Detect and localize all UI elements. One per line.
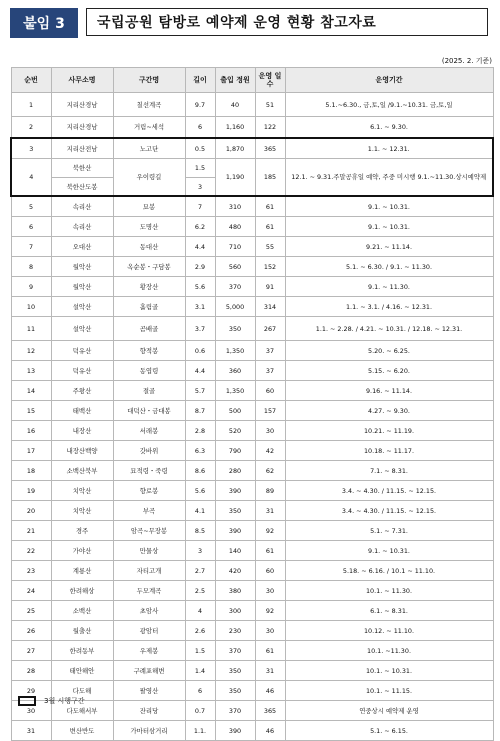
- cell-period: 9.1. ~ 10.31.: [285, 217, 493, 237]
- cell-capacity: 40: [215, 93, 255, 117]
- cell-length: 2.5: [185, 581, 215, 601]
- cell-length: 2.8: [185, 421, 215, 441]
- cell-length: 6.2: [185, 217, 215, 237]
- cell-capacity: 390: [215, 521, 255, 541]
- cell-section: 만물상: [113, 541, 185, 561]
- cell-office: 내장산: [51, 421, 113, 441]
- cell-days: 91: [255, 277, 285, 297]
- cell-office: 한려동부: [51, 641, 113, 661]
- cell-period: 1.1. ~ 12.31.: [285, 138, 493, 159]
- cell-days: 365: [255, 138, 285, 159]
- cell-period: 1.1. ~ 3.1. / 4.16. ~ 12.31.: [285, 297, 493, 317]
- trail-reservation-table: [10, 67, 494, 741]
- cell-section: 두모계곡: [113, 581, 185, 601]
- cell-capacity: 1,350: [215, 341, 255, 361]
- cell-capacity: 350: [215, 317, 255, 341]
- cell-capacity: 1,350: [215, 381, 255, 401]
- cell-capacity: 370: [215, 701, 255, 721]
- cell-section: 팔영산: [113, 681, 185, 701]
- table-row: [11, 317, 493, 341]
- cell-office: 설악산: [51, 317, 113, 341]
- cell-section: 동대산: [113, 237, 185, 257]
- cell-section: 서래봉: [113, 421, 185, 441]
- cell-capacity: 500: [215, 401, 255, 421]
- cell-days: 185: [255, 159, 285, 197]
- cell-length: 9.7: [185, 93, 215, 117]
- cell-office: 속리산: [51, 196, 113, 217]
- cell-capacity: 520: [215, 421, 255, 441]
- cell-section: 옥순봉・구담봉: [113, 257, 185, 277]
- cell-capacity: 1,190: [215, 159, 255, 197]
- cell-period: 5.1. ~ 6.30. / 9.1. ~ 11.30.: [285, 257, 493, 277]
- cell-office: 다도해서부: [51, 701, 113, 721]
- cell-no: 14: [11, 381, 51, 401]
- table-row: [11, 277, 493, 297]
- cell-office: 월악산: [51, 257, 113, 277]
- cell-length: 1.1.: [185, 721, 215, 741]
- cell-capacity: 380: [215, 581, 255, 601]
- cell-section: 대덕산・금대봉: [113, 401, 185, 421]
- cell-length: 2.6: [185, 621, 215, 641]
- cell-no: 24: [11, 581, 51, 601]
- table-row-highlighted: [11, 138, 493, 159]
- cell-period: 4.27. ~ 9.30.: [285, 401, 493, 421]
- table-row: [11, 641, 493, 661]
- cell-period: 6.1. ~ 8.31.: [285, 601, 493, 621]
- cell-period: 5.1. ~ 7.31.: [285, 521, 493, 541]
- legend: [18, 696, 85, 706]
- cell-no: 26: [11, 621, 51, 641]
- cell-period: 5.20. ~ 6.25.: [285, 341, 493, 361]
- cell-days: 314: [255, 297, 285, 317]
- table-row: [11, 257, 493, 277]
- cell-period: 1.1. ~ 2.28. / 4.21. ~ 10.31. / 12.18. ~ 12.31.: [285, 317, 493, 341]
- table-row: [11, 93, 493, 117]
- cell-days: 30: [255, 421, 285, 441]
- cell-days: 46: [255, 681, 285, 701]
- cell-length: 2.9: [185, 257, 215, 277]
- cell-no: 21: [11, 521, 51, 541]
- table-row: [11, 421, 493, 441]
- cell-days: 62: [255, 461, 285, 481]
- cell-capacity: 280: [215, 461, 255, 481]
- cell-length: 3.7: [185, 317, 215, 341]
- cell-section: 황장산: [113, 277, 185, 297]
- cell-office: 북한산도봉: [51, 178, 113, 197]
- cell-length: 4: [185, 601, 215, 621]
- cell-no: 2: [11, 117, 51, 139]
- cell-period: 10.21. ~ 11.19.: [285, 421, 493, 441]
- cell-office: 치악산: [51, 501, 113, 521]
- cell-section: 흘림골: [113, 297, 185, 317]
- cell-no: 29: [11, 681, 51, 701]
- cell-section: 곰배골: [113, 317, 185, 341]
- cell-length: 3: [185, 178, 215, 197]
- cell-period: 9.21. ~ 11.14.: [285, 237, 493, 257]
- header-section: 구간명: [113, 68, 185, 93]
- cell-length: 3: [185, 541, 215, 561]
- cell-office: 가야산: [51, 541, 113, 561]
- header-no: 순번: [11, 68, 51, 93]
- cell-section: 칠선계곡: [113, 93, 185, 117]
- cell-length: 0.6: [185, 341, 215, 361]
- cell-no: 6: [11, 217, 51, 237]
- cell-length: 7: [185, 196, 215, 217]
- cell-period: 5.15. ~ 6.20.: [285, 361, 493, 381]
- cell-length: 4.4: [185, 361, 215, 381]
- cell-capacity: 1,160: [215, 117, 255, 139]
- cell-length: 3.1: [185, 297, 215, 317]
- document-header: [10, 8, 490, 38]
- cell-capacity: 350: [215, 501, 255, 521]
- cell-section: 부곡: [113, 501, 185, 521]
- cell-no: 17: [11, 441, 51, 461]
- cell-capacity: 420: [215, 561, 255, 581]
- cell-section: 절골: [113, 381, 185, 401]
- cell-days: 51: [255, 93, 285, 117]
- cell-days: 89: [255, 481, 285, 501]
- cell-office: 경주: [51, 521, 113, 541]
- cell-no: 25: [11, 601, 51, 621]
- cell-days: 267: [255, 317, 285, 341]
- cell-section: 갓바위: [113, 441, 185, 461]
- cell-no: 28: [11, 661, 51, 681]
- header-capacity: 출입 정원: [215, 68, 255, 93]
- cell-period: 10.1. ~ 10.31.: [285, 661, 493, 681]
- cell-capacity: 710: [215, 237, 255, 257]
- table-row: [11, 461, 493, 481]
- cell-section: 암곡~무장봉: [113, 521, 185, 541]
- cell-length: 1.5: [185, 641, 215, 661]
- table-row: [11, 581, 493, 601]
- cell-length: 1.5: [185, 159, 215, 178]
- cell-section: 구례포해변: [113, 661, 185, 681]
- cell-capacity: 1,870: [215, 138, 255, 159]
- legend-box-icon: [18, 696, 36, 706]
- cell-capacity: 5,000: [215, 297, 255, 317]
- cell-no: 19: [11, 481, 51, 501]
- header-office: 사무소명: [51, 68, 113, 93]
- cell-days: 30: [255, 581, 285, 601]
- cell-no: 7: [11, 237, 51, 257]
- cell-period: 10.18. ~ 11.17.: [285, 441, 493, 461]
- table-row: [11, 401, 493, 421]
- cell-period: 5.1.~6.30., 금,토,일 /9.1.~10.31. 금,토,일: [285, 93, 493, 117]
- table-row: [11, 561, 493, 581]
- cell-no: 20: [11, 501, 51, 521]
- cell-office: 북한산: [51, 159, 113, 178]
- cell-office: 지리산전남: [51, 138, 113, 159]
- table-header-row: [11, 68, 493, 93]
- cell-office: 오대산: [51, 237, 113, 257]
- cell-capacity: 370: [215, 641, 255, 661]
- table-row: [11, 217, 493, 237]
- cell-days: 61: [255, 541, 285, 561]
- cell-capacity: 360: [215, 361, 255, 381]
- cell-no: 13: [11, 361, 51, 381]
- cell-capacity: 390: [215, 481, 255, 501]
- cell-days: 60: [255, 561, 285, 581]
- table-row: [11, 661, 493, 681]
- cell-length: 6.3: [185, 441, 215, 461]
- cell-period: 9.1. ~ 11.30.: [285, 277, 493, 297]
- cell-section: 동엽령: [113, 361, 185, 381]
- cell-days: 30: [255, 621, 285, 641]
- cell-no: 18: [11, 461, 51, 481]
- cell-section: 자티고개: [113, 561, 185, 581]
- cell-section: 우이령길: [113, 159, 185, 197]
- table-row: [11, 621, 493, 641]
- cell-capacity: 390: [215, 721, 255, 741]
- table-row: [11, 481, 493, 501]
- cell-office: 태백산: [51, 401, 113, 421]
- table-row-highlighted: [11, 159, 493, 178]
- cell-length: 0.5: [185, 138, 215, 159]
- cell-period: 10.1. ~ 11.30.: [285, 581, 493, 601]
- cell-section: 향로봉: [113, 481, 185, 501]
- table-row: [11, 541, 493, 561]
- cell-length: 5.7: [185, 381, 215, 401]
- cell-office: 내장산백양: [51, 441, 113, 461]
- cell-period: 7.1. ~ 8.31.: [285, 461, 493, 481]
- cell-capacity: 300: [215, 601, 255, 621]
- cell-period: 5.18. ~ 6.16. / 10.1 ~ 11.10.: [285, 561, 493, 581]
- cell-capacity: 350: [215, 661, 255, 681]
- cell-office: 덕유산: [51, 341, 113, 361]
- cell-days: 37: [255, 341, 285, 361]
- cell-length: 1.4: [185, 661, 215, 681]
- cell-length: 8.7: [185, 401, 215, 421]
- cell-days: 365: [255, 701, 285, 721]
- header-days: 운영 일수: [255, 68, 285, 93]
- cell-no: 3: [11, 138, 51, 159]
- cell-office: 설악산: [51, 297, 113, 317]
- legend-label: 3월 시행구간: [44, 697, 85, 705]
- cell-no: 11: [11, 317, 51, 341]
- cell-period: 6.1. ~ 9.30.: [285, 117, 493, 139]
- cell-length: 5.6: [185, 481, 215, 501]
- cell-no: 22: [11, 541, 51, 561]
- cell-length: 2.7: [185, 561, 215, 581]
- table-row: [11, 117, 493, 139]
- table-row: [11, 196, 493, 217]
- cell-days: 61: [255, 196, 285, 217]
- cell-capacity: 560: [215, 257, 255, 277]
- cell-days: 122: [255, 117, 285, 139]
- cell-days: 92: [255, 521, 285, 541]
- cell-section: 향적봉: [113, 341, 185, 361]
- cell-days: 55: [255, 237, 285, 257]
- cell-no: 9: [11, 277, 51, 297]
- cell-period: 9.1. ~ 10.31.: [285, 541, 493, 561]
- cell-office: 소백산: [51, 601, 113, 621]
- cell-office: 주왕산: [51, 381, 113, 401]
- cell-period: 9.16. ~ 11.14.: [285, 381, 493, 401]
- cell-section: 묘봉: [113, 196, 185, 217]
- cell-capacity: 310: [215, 196, 255, 217]
- cell-office: 속리산: [51, 217, 113, 237]
- cell-capacity: 790: [215, 441, 255, 461]
- cell-section: 묘적령・죽령: [113, 461, 185, 481]
- cell-no: 31: [11, 721, 51, 741]
- cell-days: 46: [255, 721, 285, 741]
- table-row: [11, 501, 493, 521]
- cell-length: 8.6: [185, 461, 215, 481]
- cell-office: 월출산: [51, 621, 113, 641]
- document-title: 국립공원 탐방로 예약제 운영 현황 참고자료: [86, 8, 488, 36]
- header-period: 운영기간: [285, 68, 493, 93]
- cell-capacity: 140: [215, 541, 255, 561]
- cell-period: 3.4. ~ 4.30. / 11.15. ~ 12.15.: [285, 501, 493, 521]
- table-row: [11, 381, 493, 401]
- table-row: [11, 521, 493, 541]
- cell-length: 6: [185, 681, 215, 701]
- cell-days: 61: [255, 217, 285, 237]
- cell-office: 한려해상: [51, 581, 113, 601]
- cell-office: 다도해: [51, 681, 113, 701]
- table-row: [11, 297, 493, 317]
- attachment-tag: 붙임 3: [10, 8, 78, 38]
- cell-days: 157: [255, 401, 285, 421]
- cell-office: 소백산북부: [51, 461, 113, 481]
- cell-no: 16: [11, 421, 51, 441]
- table-row: [11, 341, 493, 361]
- cell-period: 12.1. ~ 9.31.주말공휴일 예약, 주중 미시행 9.1.~11.30.상시예약제: [285, 159, 493, 197]
- cell-office: 치악산: [51, 481, 113, 501]
- cell-length: 4.4: [185, 237, 215, 257]
- cell-capacity: 480: [215, 217, 255, 237]
- cell-office: 변산반도: [51, 721, 113, 741]
- cell-period: 10.12. ~ 11.10.: [285, 621, 493, 641]
- cell-office: 지리산경남: [51, 117, 113, 139]
- cell-capacity: 370: [215, 277, 255, 297]
- cell-office: 월악산: [51, 277, 113, 297]
- cell-length: 0.7: [185, 701, 215, 721]
- cell-days: 42: [255, 441, 285, 461]
- cell-days: 92: [255, 601, 285, 621]
- cell-no: 27: [11, 641, 51, 661]
- cell-period: 3.4. ~ 4.30. / 11.15. ~ 12.15.: [285, 481, 493, 501]
- cell-no: 4: [11, 159, 51, 197]
- cell-length: 5.6: [185, 277, 215, 297]
- cell-days: 61: [255, 641, 285, 661]
- table-row: [11, 361, 493, 381]
- cell-length: 6: [185, 117, 215, 139]
- cell-no: 12: [11, 341, 51, 361]
- cell-office: 지리산경남: [51, 93, 113, 117]
- cell-section: 거림~세석: [113, 117, 185, 139]
- header-length: 길이: [185, 68, 215, 93]
- cell-section: 가마터삼거리: [113, 721, 185, 741]
- cell-no: 8: [11, 257, 51, 277]
- cell-office: 계룡산: [51, 561, 113, 581]
- cell-section: 도명산: [113, 217, 185, 237]
- cell-no: 5: [11, 196, 51, 217]
- cell-section: 우제봉: [113, 641, 185, 661]
- cell-period: 10.1. ~11.30.: [285, 641, 493, 661]
- table-row: [11, 721, 493, 741]
- cell-no: 15: [11, 401, 51, 421]
- reference-date: (2025. 2. 기준): [441, 57, 492, 65]
- cell-days: 37: [255, 361, 285, 381]
- table-row: [11, 441, 493, 461]
- cell-no: 10: [11, 297, 51, 317]
- cell-capacity: 230: [215, 621, 255, 641]
- cell-days: 31: [255, 501, 285, 521]
- cell-no: 1: [11, 93, 51, 117]
- cell-section: 초암사: [113, 601, 185, 621]
- cell-length: 8.5: [185, 521, 215, 541]
- cell-capacity: 350: [215, 681, 255, 701]
- table-row: [11, 601, 493, 621]
- cell-period: 연중상시 예약제 운영: [285, 701, 493, 721]
- cell-section: 노고단: [113, 138, 185, 159]
- cell-period: 9.1. ~ 10.31.: [285, 196, 493, 217]
- cell-period: 5.1. ~ 6.15.: [285, 721, 493, 741]
- cell-no: 23: [11, 561, 51, 581]
- cell-length: 4.1: [185, 501, 215, 521]
- cell-days: 60: [255, 381, 285, 401]
- cell-section: 잔리당: [113, 701, 185, 721]
- cell-no: 30: [11, 701, 51, 721]
- cell-section: 광암터: [113, 621, 185, 641]
- cell-office: 덕유산: [51, 361, 113, 381]
- cell-days: 152: [255, 257, 285, 277]
- cell-days: 31: [255, 661, 285, 681]
- table-row: [11, 237, 493, 257]
- cell-period: 10.1. ~ 11.15.: [285, 681, 493, 701]
- cell-office: 태안해안: [51, 661, 113, 681]
